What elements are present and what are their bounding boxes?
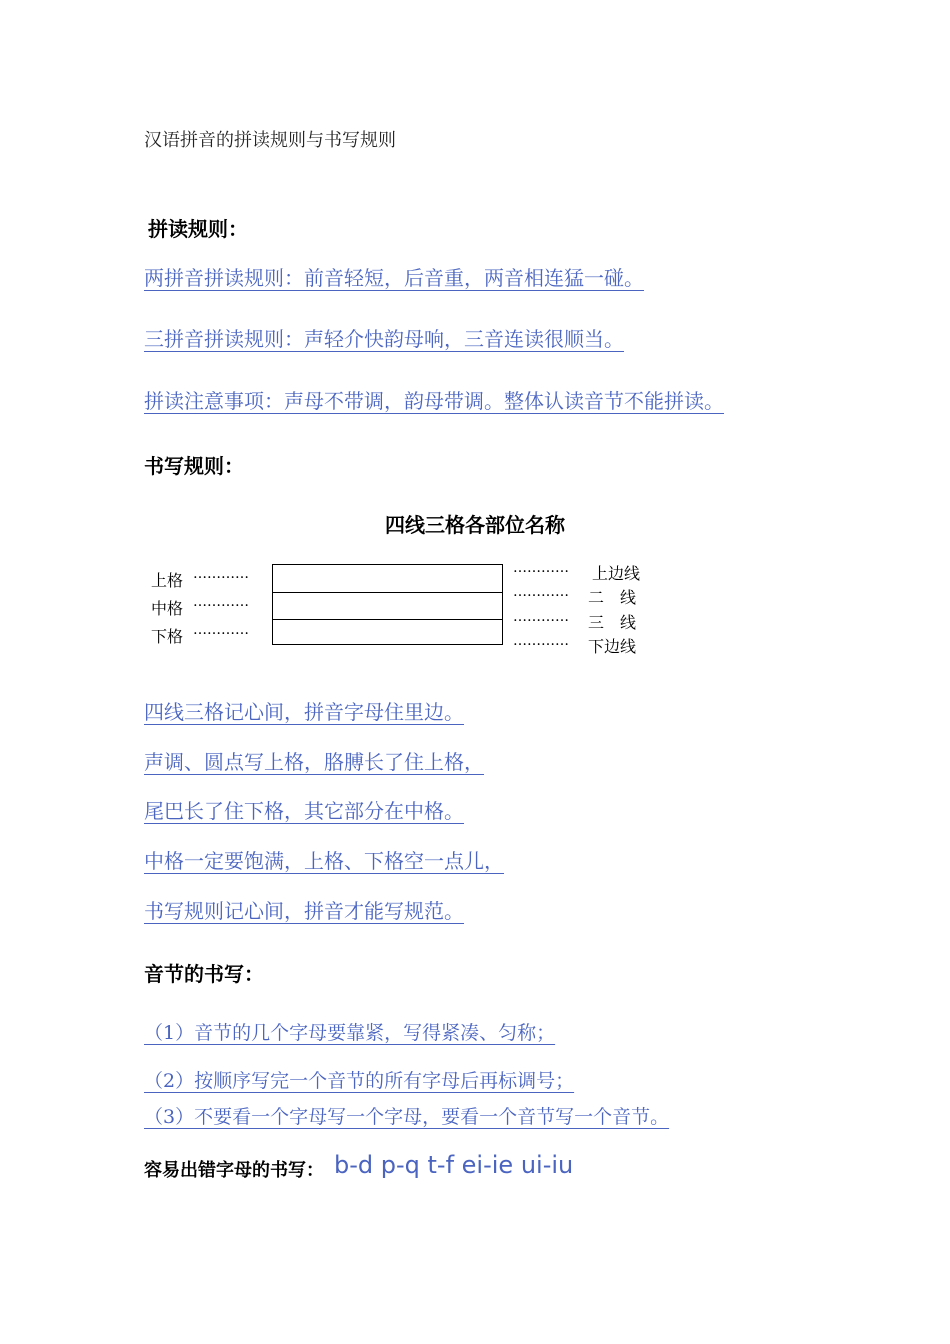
pindu-rule-1[interactable]: 两拼音拼读规则：前音轻短，后音重，两音相连猛一碰。 [144,266,644,290]
pindu-rule-2[interactable]: 三拼音拼读规则：声轻介快韵母响，三音连读很顺当。 [144,327,624,351]
yinjie-rule-1[interactable]: （1）音节的几个字母要靠紧，写得紧凑、匀称； [144,1022,556,1044]
label-second-line: 二 线 [588,588,637,607]
label-third-line: 三 线 [588,613,637,632]
grid-line-second [273,592,502,593]
error-prone-letters-label: 容易出错字母的书写： [144,1160,324,1181]
leader-dots-left-1: ………… [193,566,249,582]
grid-line-third [273,619,502,620]
leader-dots-left-3: ………… [193,622,249,638]
section-heading-yinjie: 音节的书写： [144,962,264,986]
label-upper-cell: 上格 [151,571,184,590]
label-lower-cell: 下格 [151,627,184,646]
leader-dots-right-1: ………… [513,560,569,576]
leader-dots-right-2: ………… [513,584,569,600]
shuxie-rule-5[interactable]: 书写规则记心间，拼音才能写规范。 [144,899,464,923]
label-bottom-line: 下边线 [588,637,637,656]
section-heading-pindu: 拼读规则： [148,217,248,241]
leader-dots-right-4: ………… [513,633,569,649]
shuxie-rule-2[interactable]: 声调、圆点写上格，胳膊长了住上格， [144,750,484,774]
four-line-grid [272,564,503,645]
document-title: 汉语拼音的拼读规则与书写规则 [144,130,396,151]
shuxie-rule-1[interactable]: 四线三格记心间，拼音字母住里边。 [144,700,464,724]
error-prone-letters-value: b-d p-q t-f ei-ie ui-iu [334,1151,574,1179]
section-heading-shuxie: 书写规则： [144,454,244,478]
yinjie-rule-3[interactable]: （3）不要看一个字母写一个字母，要看一个音节写一个音节。 [144,1106,670,1128]
shuxie-rule-4[interactable]: 中格一定要饱满，上格、下格空一点儿， [144,849,504,873]
leader-dots-left-2: ………… [193,594,249,610]
pindu-rule-3[interactable]: 拼读注意事项：声母不带调，韵母带调。整体认读音节不能拼读。 [144,389,724,413]
diagram-title: 四线三格各部位名称 [385,513,565,537]
label-top-line: 上边线 [592,564,641,583]
label-middle-cell: 中格 [151,599,184,618]
leader-dots-right-3: ………… [513,609,569,625]
shuxie-rule-3[interactable]: 尾巴长了住下格，其它部分在中格。 [144,799,464,823]
yinjie-rule-2[interactable]: （2）按顺序写完一个音节的所有字母后再标调号； [144,1070,575,1092]
